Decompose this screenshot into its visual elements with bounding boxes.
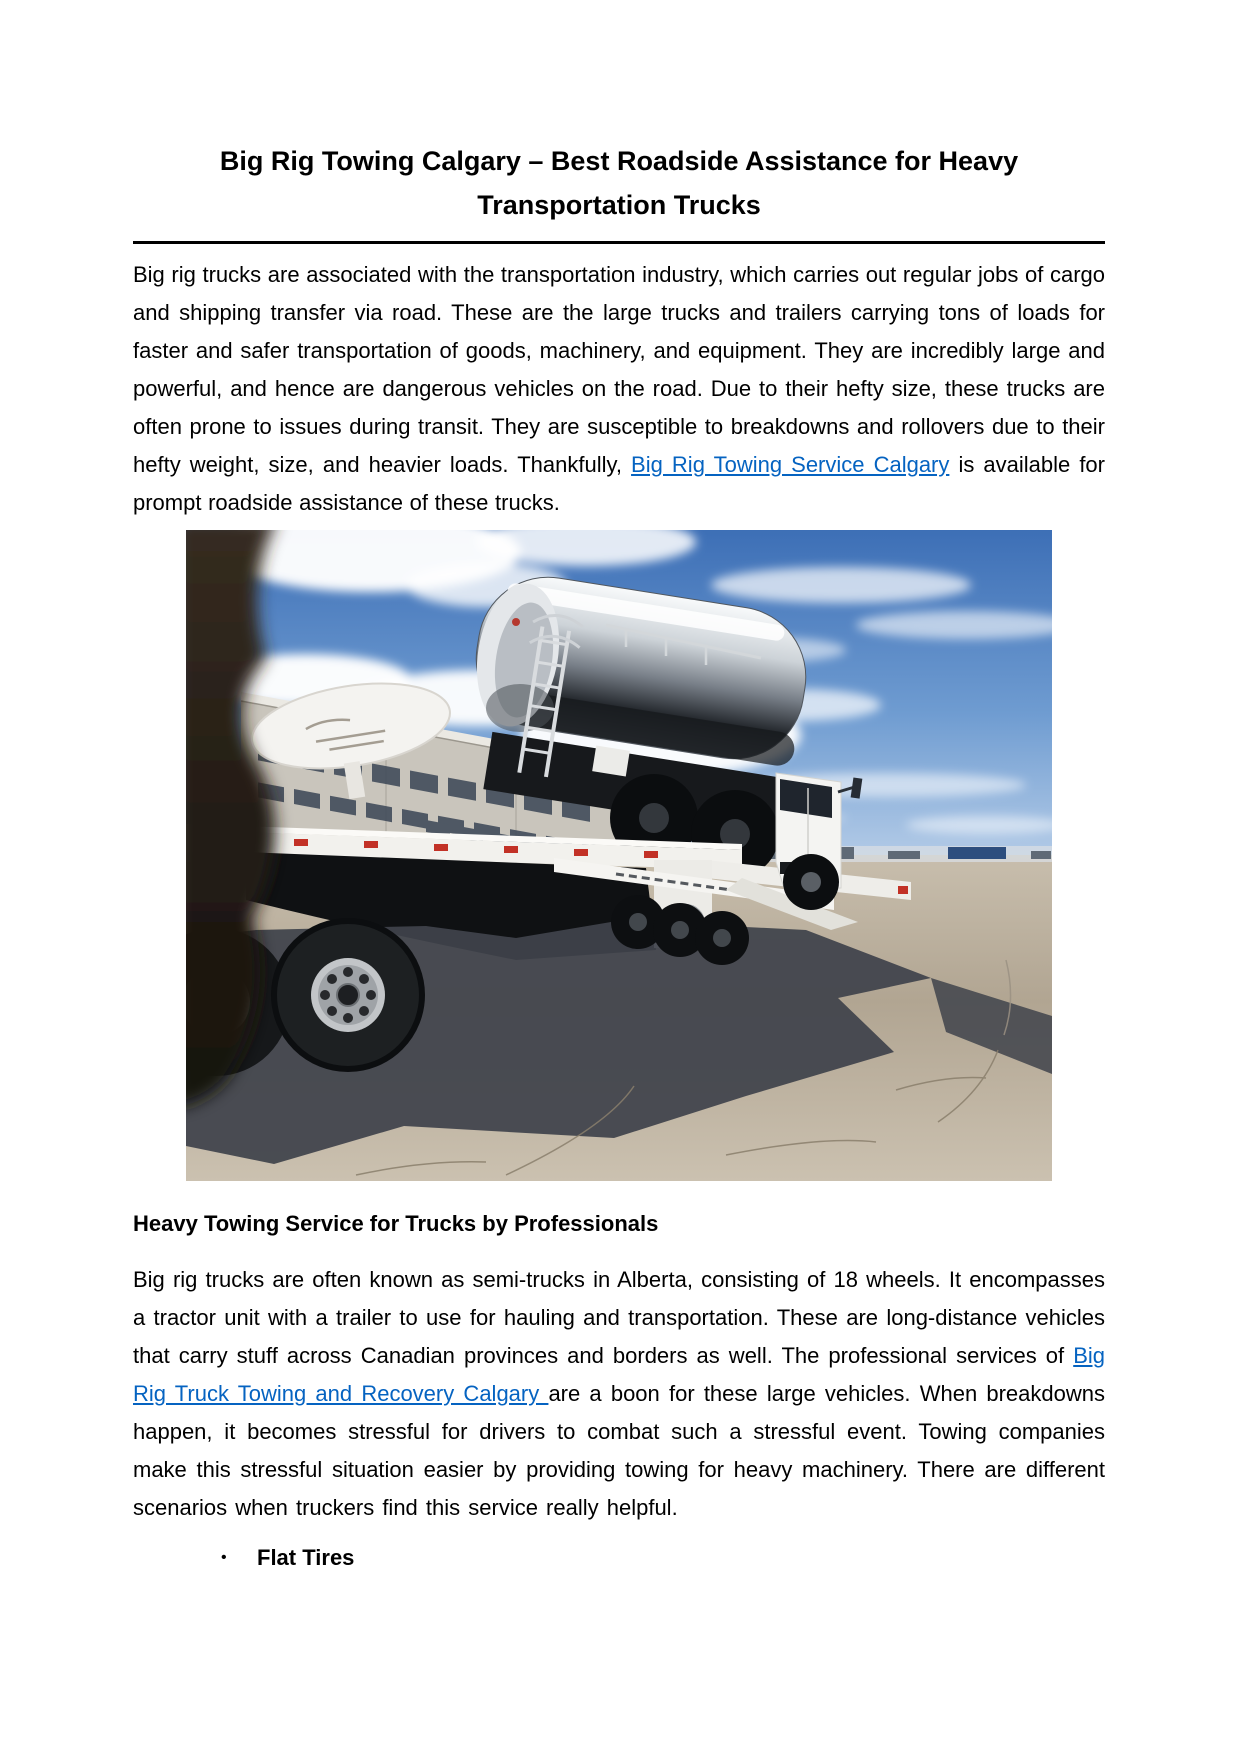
bullet-label: Flat Tires: [257, 1545, 355, 1570]
bullet-icon: •: [221, 1549, 227, 1566]
section-heading: Heavy Towing Service for Trucks by Professionals: [133, 1211, 659, 1236]
page-title: Big Rig Towing Calgary – Best Roadside Assistance for Heavy Transportation Trucks: [219, 146, 1019, 220]
intro-paragraph: [133, 256, 1105, 522]
list-item: [133, 1539, 1105, 1577]
section-text-after: are a boon for these large vehicles. When breakdowns happen, it becomes stressful for drivers to combat such a stressful event. Towing companies make this stressful situation easier by providing towing for heavy machinery. There are different scenarios when truckers find this service really helpful.: [133, 1381, 1105, 1520]
section-link[interactable]: Big Rig Truck Towing and Recovery Calgary: [133, 1343, 1105, 1406]
intro-text-before: Big rig trucks are associated with the transportation industry, which carries out regular jobs of cargo and shipping transfer via road. These are the large trucks and trailers carrying tons of loads for faster and safer transportation of goods, machinery, and equipment. They are incredibly large and powerful, and hence are dangerous vehicles on the road. Due to their hefty size, these trucks are often prone to issues during transit. They are susceptible to breakdowns and rollovers due to their hefty weight, size, and heavier loads. Thankfully,: [133, 262, 1105, 477]
title-divider: [133, 241, 1105, 244]
intro-link[interactable]: Big Rig Towing Service Calgary: [631, 452, 950, 477]
bullet-list: [133, 1539, 1105, 1577]
section-text-before: Big rig trucks are often known as semi-trucks in Alberta, consisting of 18 wheels. It encompasses a tractor unit with a trailer to use for hauling and transportation. These are long-distance vehicles that carry stuff across Canadian provinces and borders as well. The professional services of: [133, 1267, 1105, 1368]
section-paragraph: [133, 1261, 1105, 1527]
truck-photo: [186, 530, 1052, 1181]
intro-text-after: is available for prompt roadside assistance of these trucks.: [133, 452, 1105, 515]
